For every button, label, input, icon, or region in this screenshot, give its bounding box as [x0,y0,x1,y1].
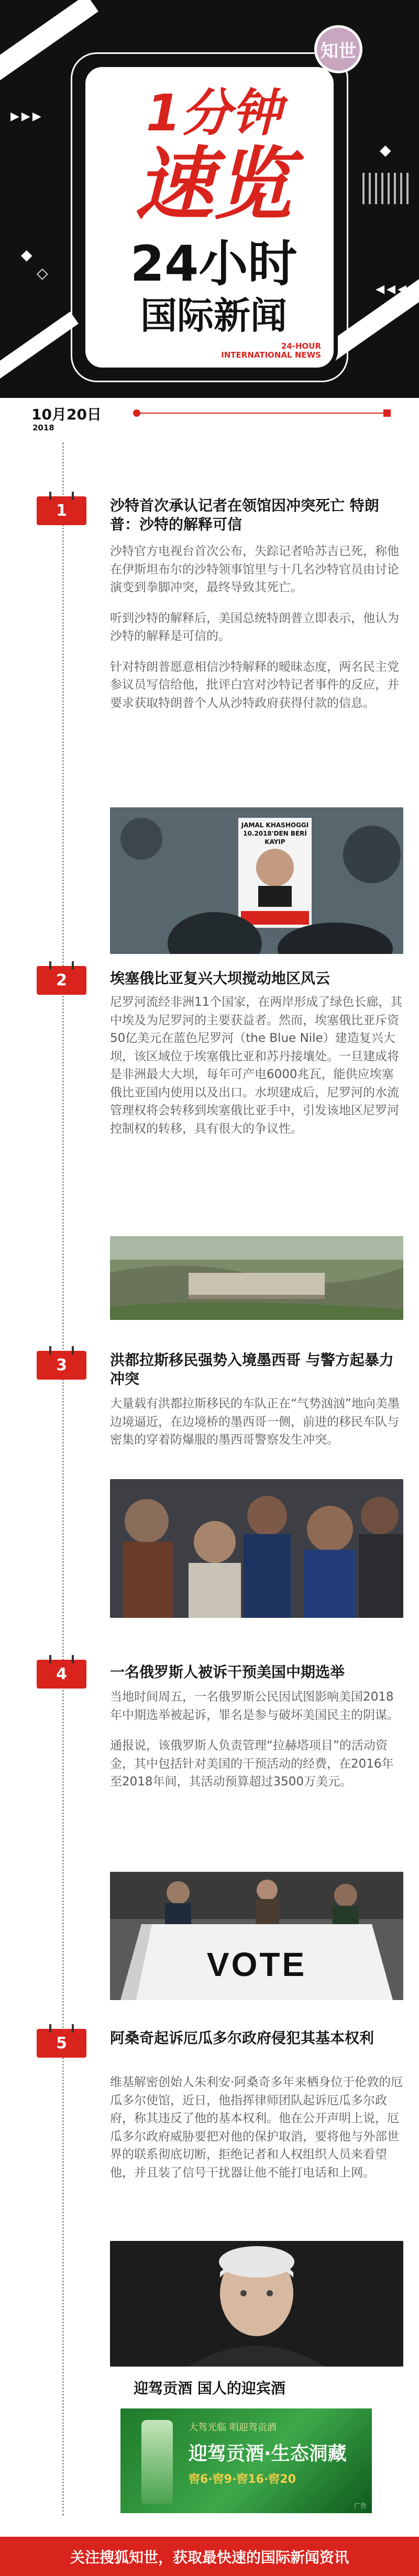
date-divider-square [383,409,391,417]
title-line-4: 国际新闻 [140,294,287,337]
advertisement-banner[interactable] [120,2408,372,2513]
news-headline: 阿桑奇起诉厄瓜多尔政府侵犯其基本权利 [110,2029,374,2047]
decorative-arrows: ◀◀◀ [376,283,409,296]
news-paragraph: 听到沙特的解释后，美国总统特朗普立即表示，他认为沙特的解释是可信的。 [110,611,399,643]
item-number-tag: 1 [37,496,86,525]
ad-sub-text: 窖6·窖9·窖16·窖20 [189,2473,296,2486]
news-paragraph: 当地时间周五，一名俄罗斯公民因试图影响美国2018年中期选举被起诉，罪名是参与破坏美国民主的阴谋。 [110,1690,399,1722]
brand-logo: 知世 [314,25,362,73]
news-body [110,1395,403,1462]
timeline-line [62,442,64,2516]
news-body [110,1688,403,1804]
item-number-tag: 2 [37,966,86,995]
title-line-3: 24小时 [130,236,297,293]
news-photo [110,1236,403,1320]
news-body [110,542,403,725]
news-paragraph: 大量载有洪都拉斯移民的车队正在“气势汹汹”地向美墨边境逼近，在边境桥的墨西哥一侧，前进的移民车队与密集的穿着防爆服的墨西哥警察发生冲突。 [110,1397,400,1447]
decorative-diamond: ◇ [37,264,48,282]
news-body [110,993,403,1150]
title-card [81,63,338,372]
year-label: 2018 [32,423,54,432]
liquor-bottle-image [141,2420,173,2504]
item-number-tag: 5 [37,2029,86,2058]
date-bar [31,403,393,435]
english-subtitle-line-1: 24-HOUR [281,341,321,351]
news-paragraph: 维基解密创始人朱利安·阿桑奇多年来栖身位于伦敦的厄瓜多尔使馆，近日，他指挥律师团队起诉厄瓜多尔政府，称其违反了他的基本权利。他在公开声明上说，厄瓜多尔政府威胁要把对他的保护取消，要将他与外部世界的联系彻底切断，拒绝记者和人权组织人员来看望他，并且装了信号干扰器让他不能打电话和上网。 [110,2075,403,2180]
title-line-2: 速览 [135,139,292,230]
vote-sign-text: VOTE [206,1946,307,1983]
ad-product-name: 迎驾贡酒·生态洞藏 [189,2443,347,2464]
item-number-tag: 4 [37,1660,86,1689]
hero-banner [0,0,419,398]
title-line-1: 1分钟 [146,84,282,142]
ad-badge: 广告 [354,2502,367,2510]
news-paragraph: 尼罗河流经非洲11个国家，在两岸形成了绿色长廊，其中埃及为尼罗河的主要获益者。然而，埃塞俄比亚斥资50亿美元在蓝色尼罗河（the Blue Nile）建造复兴大坝，该区域位于埃塞俄比亚和苏丹接壤处。一旦建成将是非洲最大大坝，每年可产电6000兆瓦，能供应埃塞俄比亚国内使用以及出口。水坝建成后，尼罗河的水流管理权将会转移到埃塞俄比亚手中，引发该地区尼罗河控制权的转移，具有很大的争议性。 [110,995,403,1136]
english-subtitle [221,342,321,360]
news-body [110,2073,403,2194]
dam-photo-illustration [110,1236,403,1320]
photo-sign-text: JAMAL KHASHOGGI 10.2018'DEN BERİ KAYIP [241,821,309,846]
date-divider [136,413,388,414]
news-photo [110,807,403,954]
news-headline: 埃塞俄比亚复兴大坝搅动地区风云 [110,970,330,987]
ad-heading: 迎驾贡酒 国人的迎宾酒 [134,2380,285,2397]
news-paragraph: 沙特官方电视台首次公布，失踪记者哈苏吉已死，称他在伊斯坦布尔的沙特领事馆里与十几名沙特官员由讨论演变到拳脚冲突，最终导致其死亡。 [110,545,399,594]
decorative-ribbon [0,312,79,384]
decorative-diamond: ◆ [21,246,32,263]
news-headline: 一名俄罗斯人被诉干预美国中期选举 [110,1663,345,1681]
news-headline: 沙特首次承认记者在领馆因冲突死亡 特朗普：沙特的解释可信 [110,497,379,534]
date-divider-dot [133,409,140,417]
news-paragraph: 针对特朗普愿意相信沙特解释的暧昧态度，两名民主党参议员写信给他，批评白宫对沙特记者事件的反应，并要求获取特朗普个人从沙特政府获得付款的信息。 [110,660,399,710]
item-number-tag: 3 [37,1351,86,1380]
news-paragraph: 通报说，该俄罗斯人负责管理“拉赫塔项目”的活动资金，其中包括针对美国的干预活动的经费，在2016年至2018年间，其活动预算超过3500万美元。 [110,1739,394,1789]
portrait-photo-illustration [110,2241,403,2367]
news-headline: 洪都拉斯移民强势入境墨西哥 与警方起暴力冲突 [110,1351,394,1388]
date-label: 10月20日 [31,406,102,423]
ad-slogan: 大驾光临 唱迎驾贡酒 [189,2422,277,2433]
news-photo [110,1479,403,1618]
footer-text: 关注搜狐知世，获取最快速的国际新闻资讯 [70,2548,349,2566]
news-photo [110,1872,403,2000]
decorative-arrows: ▶▶▶ [10,110,43,123]
english-subtitle-line-2: INTERNATIONAL NEWS [221,350,321,360]
news-photo [110,2241,403,2367]
crowd-photo-illustration [110,1479,403,1618]
decorative-stripes [362,173,410,204]
decorative-diamond: ◆ [380,141,391,159]
footer-banner [0,2537,419,2576]
